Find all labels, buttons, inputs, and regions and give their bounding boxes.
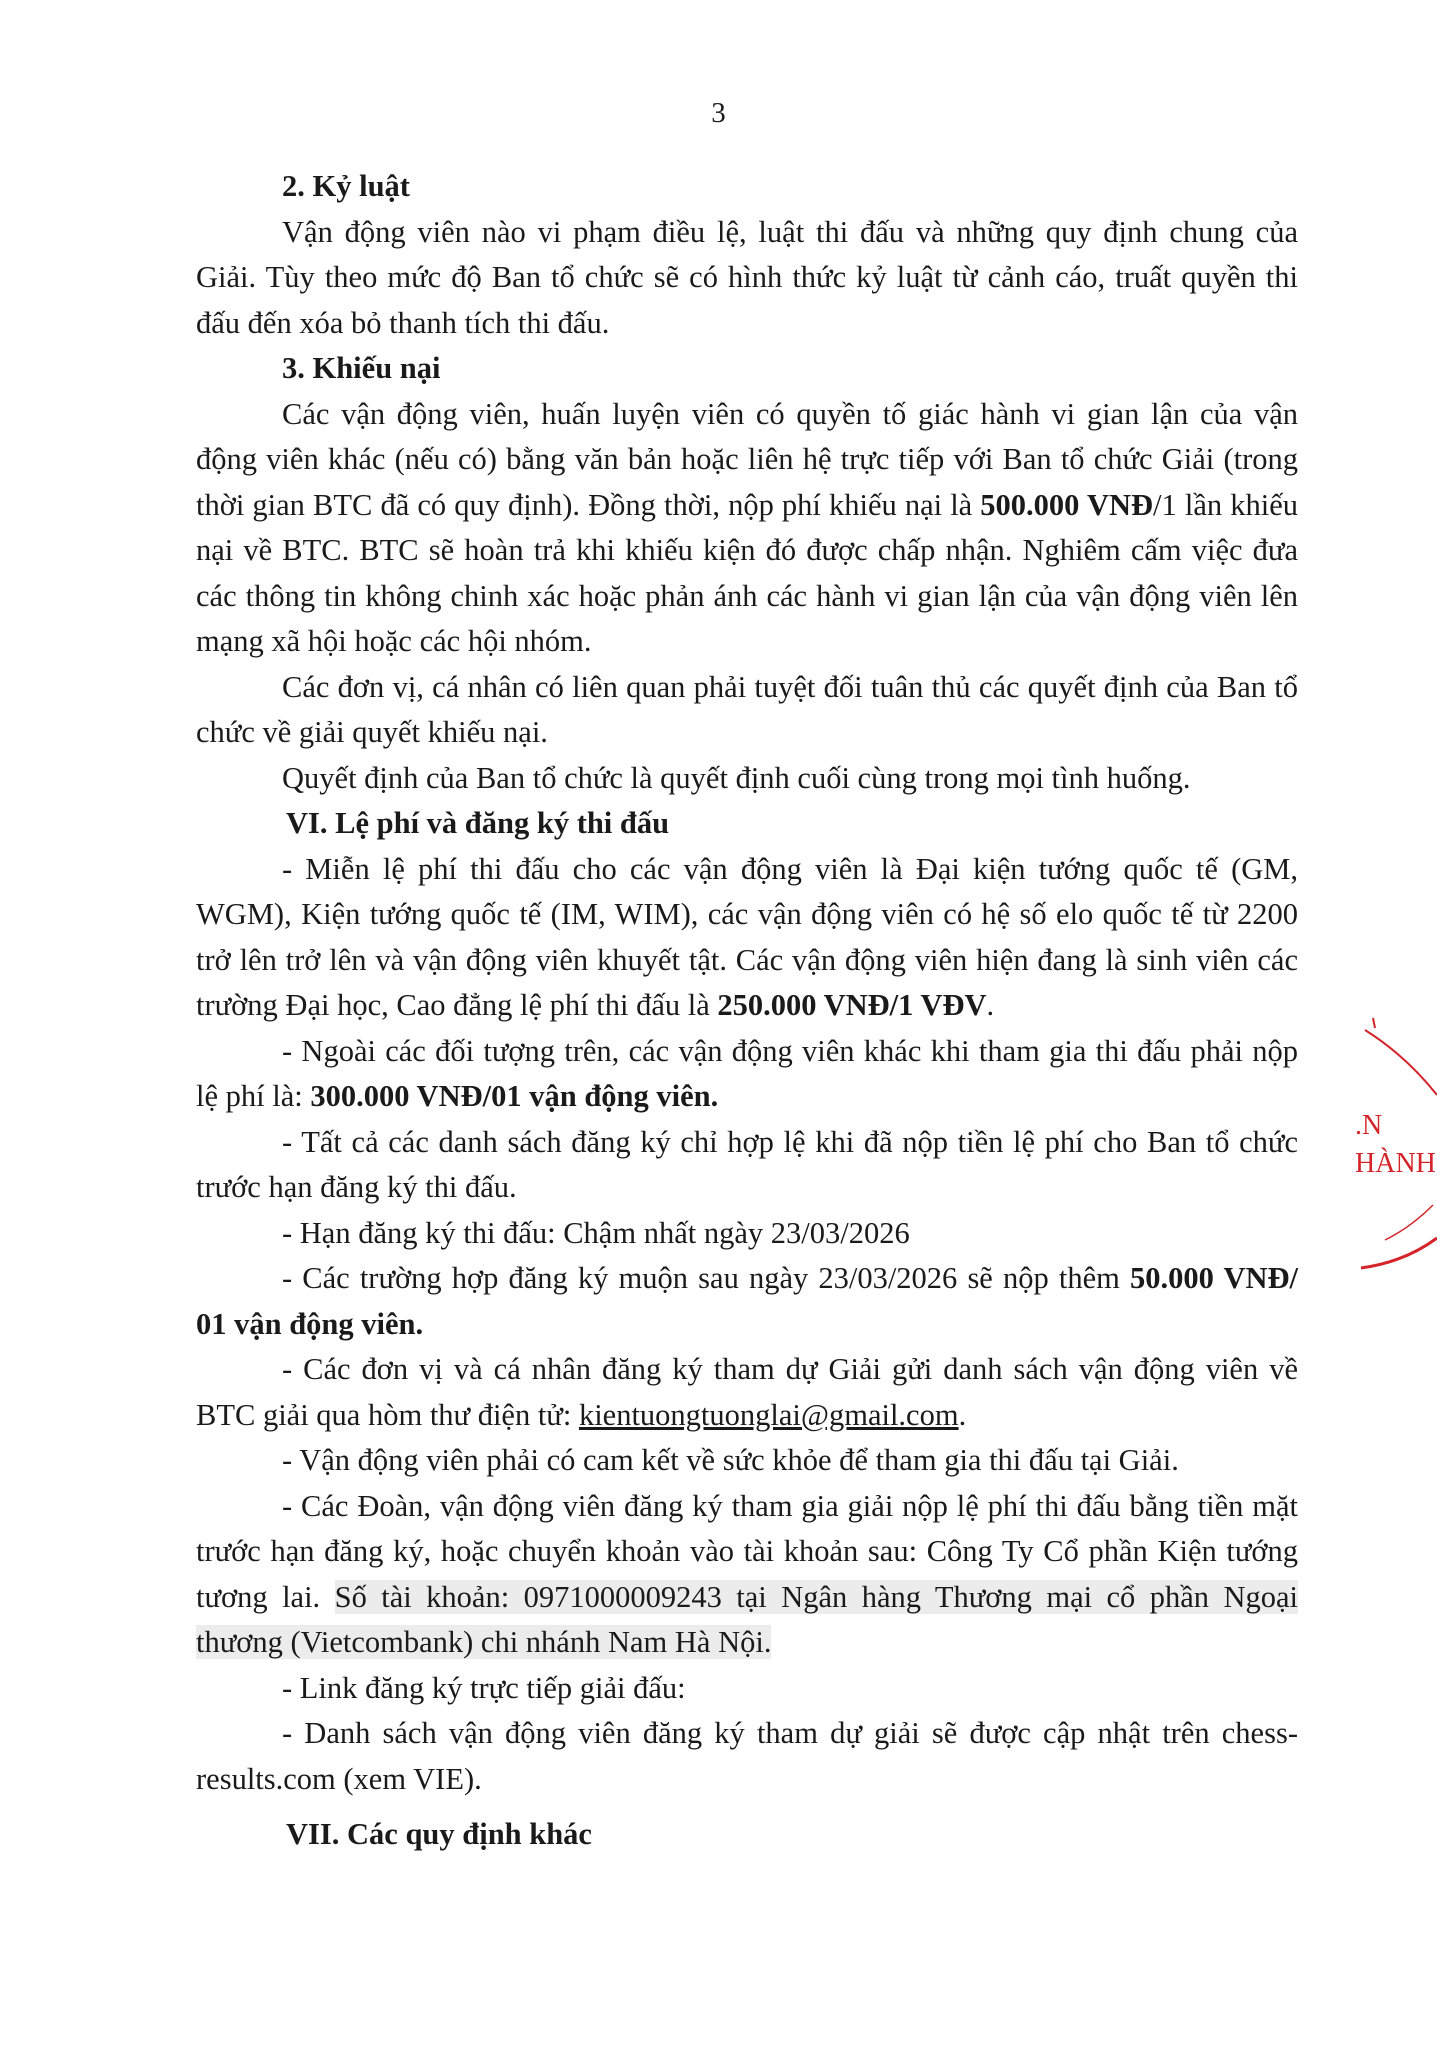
registration-link: - Link đăng ký trực tiếp giải đấu: (282, 1670, 686, 1705)
document-body (196, 164, 1298, 1858)
text-span: - Các trường hợp đăng ký muộn sau ngày 23/03/2026 sẽ nộp thêm (282, 1261, 1130, 1295)
fees-paragraph-10: - Danh sách vận động viên đăng ký tham dự giải sẽ được cập nhật trên chess-results.com (xem VIE). (196, 1716, 1298, 1796)
text-span: - Miễn lệ phí thi đấu cho các vận động viên là Đại kiện tướng quốc tế (GM, WGM), Kiện tướng quốc tế (IM, WIM), các vận động viên có hệ số elo quốc tế từ 2200 trở lên trở lên và vận động viên khuyết tật. Các vận động viên hiện đang là sinh viên các trường Đại học, Cao đẳng lệ phí thi đấu là (196, 851, 1298, 1022)
standard-fee: 300.000 VNĐ/01 vận động viên. (310, 1079, 719, 1113)
fees-paragraph-1 (196, 847, 1298, 1029)
bank-account-info: Số tài khoản: 0971000009243 tại Ngân hàng Thương mại cổ phần Ngoại thương (Vietcombank) chi nhánh Nam Hà Nội. (196, 1579, 1298, 1659)
text-span: - Các Đoàn, vận động viên đăng ký tham gia giải nộp lệ phí thi đấu bằng tiền mặt trước hạn đăng ký, hoặc chuyển khoản vào tài khoản sau: Công Ty Cổ phần Kiện tướng tương lai. (196, 1488, 1298, 1614)
red-seal-stamp (1325, 1000, 1437, 1300)
complaints-paragraph-1 (196, 392, 1298, 665)
student-fee: 250.000 VNĐ/1 VĐV (717, 988, 987, 1022)
email-link[interactable]: kientuongtuonglai@gmail.com (578, 1397, 959, 1432)
text-span: - Ngoài các đối tượng trên, các vận động viên khác khi tham gia thi đấu phải nộp lệ phí là: (196, 1033, 1298, 1113)
text-span: . (958, 1397, 967, 1432)
registration-deadline: - Hạn đăng ký thi đấu: Chậm nhất ngày 23/03/2026 (282, 1215, 910, 1250)
fees-paragraph-6 (196, 1347, 1298, 1438)
fees-paragraph-5 (196, 1256, 1298, 1347)
seal-text-1: .N (1355, 1110, 1383, 1141)
section-heading-discipline: 2. Kỷ luật (282, 169, 410, 203)
section-heading-other-rules: VII. Các quy định khác (286, 1817, 592, 1851)
seal-text-2: HÀNH (1355, 1148, 1436, 1179)
text-span: . (986, 988, 995, 1022)
fees-paragraph-7: - Vận động viên phải có cam kết về sức khỏe để tham gia thi đấu tại Giải. (282, 1443, 1179, 1477)
fees-paragraph-3: - Tất cả các danh sách đăng ký chỉ hợp lệ khi đã nộp tiền lệ phí cho Ban tổ chức trước hạn đăng ký thi đấu. (196, 1124, 1298, 1204)
complaints-paragraph-2: Các đơn vị, cá nhân có liên quan phải tuyệt đối tuân thủ các quyết định của Ban tổ chức về giải quyết khiếu nại. (196, 669, 1298, 749)
fees-paragraph-2 (196, 1029, 1298, 1120)
fees-paragraph-8 (196, 1484, 1298, 1666)
section-heading-fees: VI. Lệ phí và đăng ký thi đấu (286, 806, 670, 840)
section-heading-complaints: 3. Khiếu nại (282, 351, 441, 385)
discipline-paragraph: Vận động viên nào vi phạm điều lệ, luật thi đấu và những quy định chung của Giải. Tùy theo mức độ Ban tổ chức sẽ có hình thức kỷ luật từ cảnh cáo, truất quyền thi đấu đến xóa bỏ thanh tích thi đấu. (196, 214, 1298, 340)
page-number: 3 (711, 97, 726, 129)
complaint-fee: 500.000 VNĐ (980, 487, 1154, 522)
text-span: /1 lần khiếu nại về BTC. BTC sẽ hoàn trả khi khiếu kiện đó được chấp nhận. Nghiêm cấm việc đưa các thông tin không chinh xác hoặc phản ánh các hành vi gian lận của vận động viên lên mạng xã hội hoặc các hội nhóm. (196, 487, 1298, 658)
text-span: Các vận động viên, huấn luyện viên có quyền tố giác hành vi gian lận của vận động viên khác (nếu có) bằng văn bản hoặc liên hệ trực tiếp với Ban tổ chức Giải (trong thời gian BTC đã có quy định). Đồng thời, nộp phí khiếu nại là (196, 396, 1298, 522)
text-span: - Các đơn vị và cá nhân đăng ký tham dự Giải gửi danh sách vận động viên về BTC giải qua hòm thư điện tử: (196, 1352, 1298, 1432)
late-fee: 50.000 VNĐ/ 01 vận động viên. (196, 1261, 1298, 1341)
complaints-paragraph-3: Quyết định của Ban tổ chức là quyết định cuối cùng trong mọi tình huống. (282, 760, 1191, 795)
